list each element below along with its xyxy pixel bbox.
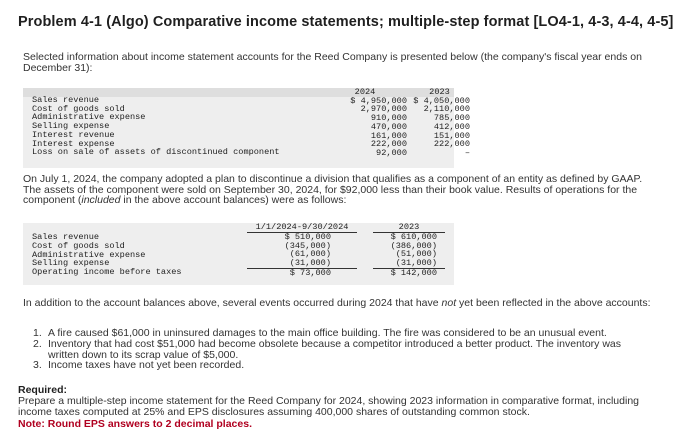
cell-value: $ 610,000 bbox=[390, 231, 437, 242]
cell-value: (31,000) bbox=[373, 259, 445, 269]
para-text: In addition to the account balances above, several events occurred during 2024 that have bbox=[23, 297, 442, 309]
row-label: Sales revenue bbox=[32, 232, 100, 242]
cell-value: (61,000) bbox=[289, 249, 331, 260]
column-header-period: 1/1/2024-9/30/2024 bbox=[247, 223, 357, 233]
rounding-note: Note: Round EPS answers to 2 decimal places. bbox=[18, 418, 252, 430]
cell-value: $ 4,950,000 bbox=[350, 95, 407, 106]
para-text: yet been reflected in the above accounts: bbox=[456, 297, 651, 309]
list-item bbox=[28, 339, 648, 361]
component-results-table bbox=[23, 223, 454, 285]
account-labels bbox=[32, 96, 280, 157]
discontinued-operations-paragraph bbox=[23, 174, 653, 206]
column-header-2023: 2023 bbox=[373, 223, 445, 233]
cell-value: 785,000 bbox=[433, 113, 470, 124]
para-emphasis: not bbox=[441, 297, 457, 309]
cell-value: (345,000) bbox=[284, 240, 331, 251]
column-2023 bbox=[409, 88, 470, 158]
list-number: 1. bbox=[33, 327, 42, 339]
cell-value: (386,000) bbox=[390, 240, 437, 251]
cell-value: 222,000 bbox=[370, 139, 407, 150]
column-2023 bbox=[373, 223, 445, 278]
list-number: 3. bbox=[33, 359, 42, 372]
row-label: Selling expense bbox=[32, 121, 110, 132]
column-2024 bbox=[323, 88, 407, 158]
required-text: Prepare a multiple-step income statement for the Reed Company for 2024, showing 2023 information in comparative format, including income taxes computed at 25% and EPS disclosures assuming 400,000 shares of outstanding common stock. bbox=[18, 394, 639, 418]
row-label: Cost of goods sold bbox=[32, 103, 125, 114]
component-labels bbox=[32, 233, 182, 277]
row-label: Administrative expense bbox=[32, 112, 146, 123]
total-value: $ 142,000 bbox=[390, 267, 437, 278]
total-label: Operating income before taxes bbox=[32, 267, 182, 278]
cell-value: 161,000 bbox=[370, 130, 407, 141]
cell-value: 92,000 bbox=[376, 147, 407, 158]
row-label: Interest revenue bbox=[32, 129, 115, 140]
row-label: Sales revenue bbox=[32, 95, 100, 105]
column-2024-period bbox=[247, 223, 357, 278]
row-label: Loss on sale of assets of discontinued component bbox=[32, 147, 280, 158]
row-label: Administrative expense bbox=[32, 249, 146, 260]
row-label: Selling expense bbox=[32, 258, 110, 269]
account-balances-table bbox=[23, 87, 470, 168]
cell-value: – bbox=[464, 147, 470, 158]
additional-events-intro bbox=[23, 298, 653, 309]
cell-value: 222,000 bbox=[433, 139, 470, 150]
required-heading: Required: bbox=[18, 384, 68, 396]
column-header-2023: 2023 bbox=[429, 87, 450, 97]
column-header-2024: 2024 bbox=[354, 87, 376, 97]
para-text: in the above account balances) were as follows: bbox=[120, 194, 347, 207]
list-text: Inventory that had cost $51,000 had become obsolete because a competitor introduced a better product. The inventory was written down to its scrap value of $5,000. bbox=[48, 337, 621, 361]
cell-value: 151,000 bbox=[433, 130, 470, 141]
cell-value: 910,000 bbox=[370, 113, 407, 124]
events-list bbox=[28, 328, 648, 371]
cell-value: (51,000) bbox=[395, 249, 437, 260]
intro-text: Selected information about income statement accounts for the Reed Company is presented below (the company's fiscal year ends on December 31): bbox=[23, 51, 642, 74]
list-text: A fire caused $61,000 in uninsured damages to the main office building. The fire was considered to be an unusual event. bbox=[48, 327, 607, 339]
para-text: On July 1, 2024, the company adopted a plan to discontinue a division that qualifies as a component of an entity as defined by GAAP. The assets of the component were sold on September 30, 2024, for $92,000 less than their book value. Results of operations for the component ( bbox=[23, 173, 643, 207]
cell-value: 412,000 bbox=[433, 121, 470, 132]
cell-value: 2,970,000 bbox=[360, 104, 407, 115]
cell-value: $ 4,050,000 bbox=[413, 95, 470, 106]
cell-value: 470,000 bbox=[370, 121, 407, 132]
list-text: Income taxes have not yet been recorded. bbox=[48, 359, 245, 372]
cell-value: (31,000) bbox=[247, 259, 357, 269]
cell-value: $ 510,000 bbox=[284, 231, 331, 242]
list-number: 2. bbox=[33, 337, 42, 350]
required-section bbox=[18, 385, 668, 417]
problem-title: Problem 4-1 (Algo) Comparative income statements; multiple-step format [LO4-1, 4-3, 4-4, 4-5] bbox=[18, 14, 674, 30]
row-label: Cost of goods sold bbox=[32, 240, 125, 251]
cell-value: 2,110,000 bbox=[423, 104, 470, 115]
para-emphasis: included bbox=[81, 194, 121, 207]
row-label: Interest expense bbox=[32, 138, 115, 149]
total-value: $ 73,000 bbox=[289, 267, 331, 278]
list-item bbox=[28, 360, 648, 371]
